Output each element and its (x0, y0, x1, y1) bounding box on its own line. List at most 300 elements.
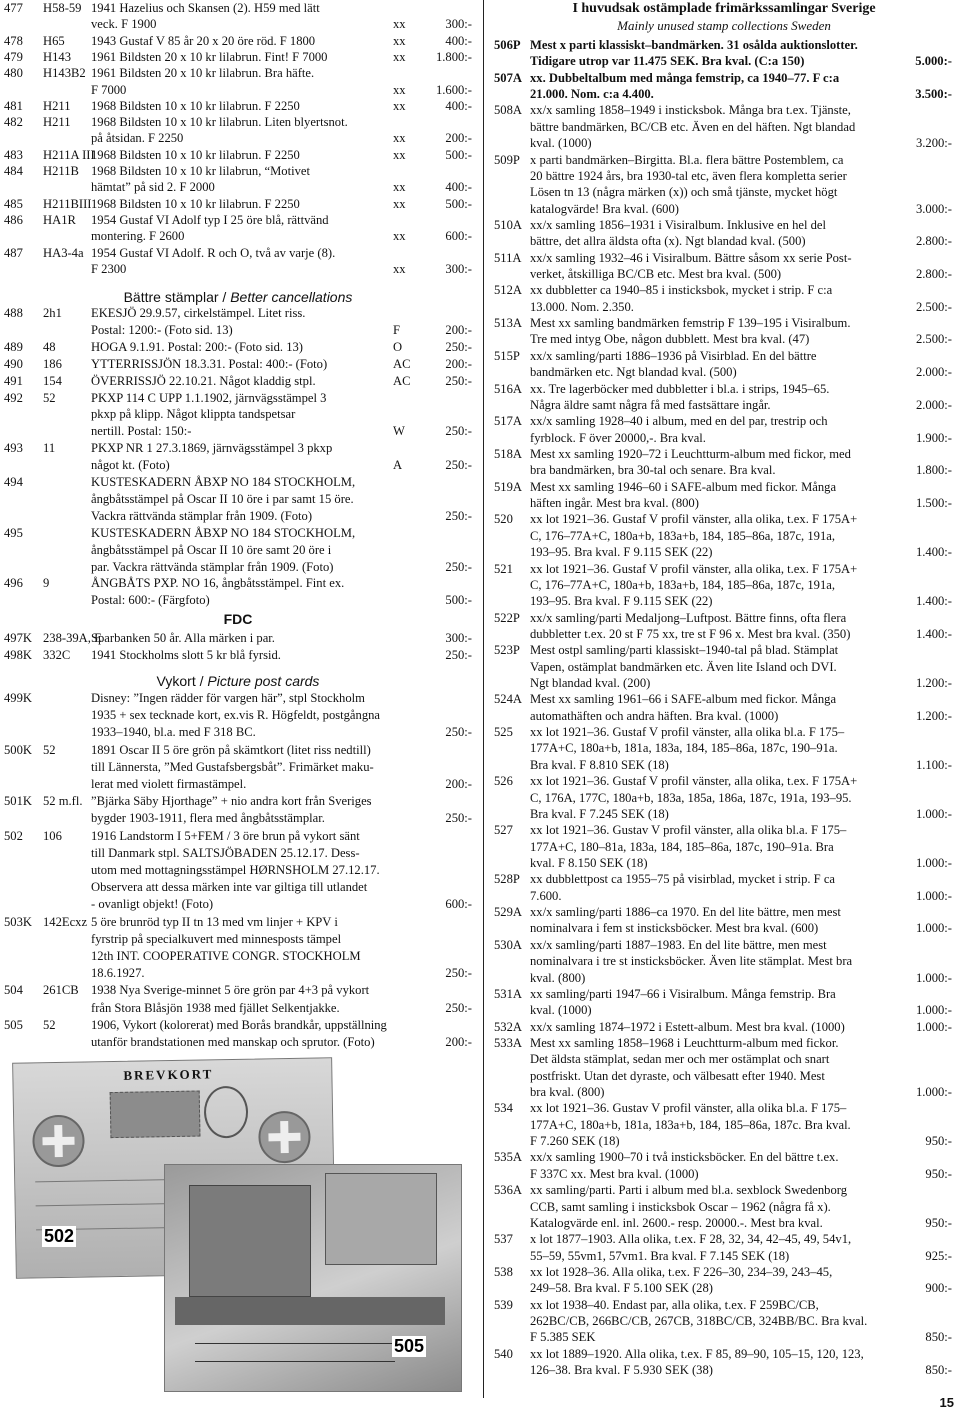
catalog-number: 332C (43, 648, 71, 662)
catalog-number: HA1R (43, 212, 76, 227)
lot-description: xx/x samling 1874–1972 i Estett-album. Mest bra kval. (1000) (530, 1019, 845, 1034)
condition-code: F (393, 322, 401, 337)
condition-code: O (393, 339, 403, 354)
lot-price: 850:- (925, 1363, 952, 1378)
lot-description: kval. (800) (530, 970, 586, 985)
catalog-number: 52 (43, 742, 56, 757)
catalog-number: 238-39A, E (43, 631, 102, 645)
lot-description: 1938 Nya Sverige-minnet 5 öre grön par 4+3 på vykort (91, 983, 370, 998)
condition-code: AC (393, 373, 411, 388)
lot-number: 496 (4, 576, 23, 591)
lot-description: 1941 Hazelius och Skansen (2). H59 med lätt (91, 1, 320, 15)
lot-description: F 337C xx. Mest bra kval. (1000) (530, 1166, 699, 1181)
lot-description: hämtat” på sid 2. F 2000 (91, 180, 215, 195)
lot-number: 538 (494, 1265, 513, 1279)
lot-number: 533A (494, 1035, 522, 1050)
lot-number: 532A (494, 1019, 522, 1034)
lot-description: F 7.260 SEK (18) (530, 1134, 620, 1149)
lot-number: 510A (494, 217, 522, 232)
lot-description: 55–59, 55vm1, 57vm1. Bra kval. F 7.145 SEK (18) (530, 1248, 790, 1263)
postcard-photos (14, 1052, 462, 1394)
lot-number: 479 (4, 49, 23, 64)
lot-description: 21.000. Nom. c:a 4.400. (530, 87, 654, 102)
lot-description: x parti bandmärken–Birgitta. Bl.a. flera bättre Postemblem, ca (530, 152, 844, 167)
stamp-strip-icon (110, 1091, 201, 1139)
lot-description: Ngt blandad kval. (200) (530, 676, 651, 691)
lot-description: till Lännersta, ”Med Gustafsbergsbåt”. Frimärket maku- (91, 759, 374, 774)
catalog-number: 2h1 (43, 306, 62, 320)
condition-code: xx (393, 49, 406, 64)
lot-price: 400:- (445, 33, 472, 48)
lot-description: Katalogvärde enl. inl. 2600.- resp. 20000.-. Mest bra kval. (530, 1215, 823, 1230)
lot-number: 513A (494, 316, 522, 331)
lot-description: xx/x samling/parti 1887–1983. En del lite bättre, men mest (530, 937, 827, 952)
lot-description: nertill. Postal: 150:- (91, 424, 192, 439)
lot-description: dubbletter t.ex. 20 st F 75 xx, tre st F 96 x. Mest bra kval. (350) (530, 626, 851, 641)
condition-code: W (393, 424, 405, 439)
lot-description: ÖVERRISSJÖ 22.10.21. Något kladdig stpl. (91, 373, 316, 388)
fire-brigade-crew-icon (175, 1297, 445, 1325)
lot-description: xx lot 1921–36. Gustaf V profil vänster, alla olika, t.ex. F 175A+ (530, 774, 858, 789)
lot-price: 200:- (445, 322, 472, 337)
lot-number: 518A (494, 447, 522, 461)
catalog-number: 9 (43, 576, 50, 591)
lot-description: kval. (1000) (530, 136, 592, 151)
condition-code: xx (393, 131, 406, 146)
section-subtitle-collections: Mainly unused stamp collections Sweden (617, 18, 831, 33)
condition-code: xx (393, 229, 406, 244)
lot-number: 481 (4, 98, 23, 113)
lot-description: Några äldre samt några få med fastsättare ingår. (530, 397, 771, 412)
lot-description: fyrblock. F över 20000,-. Bra kval. (530, 430, 706, 445)
lot-number: 509P (494, 152, 520, 167)
lot-description: xx lot 1921–36. Gustav V profil vänster, alla olika bl.a. F 175– (530, 1101, 847, 1116)
fire-station-building-icon (189, 1185, 311, 1297)
lot-number: 480 (4, 66, 23, 81)
lot-description: 193–95. Bra kval. F 9.115 SEK (22) (530, 545, 713, 560)
lot-description: C, 176–77A+C, 180a+b, 183a+b, 184, 185–86a, 187c, 191a, (530, 528, 835, 543)
lot-number: 478 (4, 33, 23, 48)
lot-number: 504 (4, 983, 23, 998)
lot-price: 1.000:- (915, 856, 952, 870)
lot-description: 1935 + sex tecknade kort, ex.vis R. Högfeldt, postgångna (91, 708, 381, 723)
lot-number: 494 (4, 475, 23, 489)
lot-price: 900:- (925, 1281, 952, 1296)
lot-description: bygder 1903-1911, flera med ångbåtsstämplar. (91, 811, 325, 826)
lot-price: 250:- (445, 458, 472, 473)
lot-price: 200:- (445, 356, 472, 371)
lot-description: EKESJÖ 29.9.57, cirkelstämpel. Litet riss. (91, 306, 306, 320)
lot-number: 499K (4, 691, 32, 705)
lot-price: 400:- (445, 98, 472, 113)
lot-number: 507A (494, 70, 522, 85)
lot-price: 250:- (445, 508, 472, 523)
condition-code: xx (393, 180, 406, 195)
lot-number: 492 (4, 390, 23, 405)
lot-description: 1891 Oscar II 5 öre grön på skämtkort (litet riss nedtill) (91, 742, 371, 757)
lot-price: 300:- (445, 17, 472, 32)
lot-description: xx lot 1921–36. Gustav V profil vänster, alla olika bl.a. F 175– (530, 823, 847, 838)
lot-description: xx dubbletter ca 1940–85 i insticksbok, mycket i strip. F c:a (530, 283, 833, 298)
lot-description: fyrstrip på specialkuvert med minnesposts tämpel (91, 931, 342, 946)
lot-number: 506P (494, 38, 521, 52)
lot-price: 1.000:- (915, 1019, 952, 1034)
lot-description: Tre med intyg Obe, någon dubblett. Mest bra kval. (47) (530, 332, 810, 347)
catalog-number: 11 (43, 441, 56, 456)
lot-price: 250:- (445, 648, 472, 662)
lot-description: Mest xx samling 1961–66 i SAFE-album med fickor. Många (530, 692, 837, 707)
lot-description: 12th INT. COOPERATIVE CONGR. STOCKHOLM (91, 949, 361, 963)
lot-description: xx/x samling 1932–46 i Visiralbum. Bättre såsom xx serie Post- (530, 250, 852, 265)
catalog-number: H58-59 (43, 1, 82, 15)
lot-number: 490 (4, 356, 23, 371)
lot-description: 193–95. Bra kval. F 9.115 SEK (22) (530, 594, 713, 609)
catalog-number: H211BIII (43, 196, 92, 211)
lot-description: 1954 Gustaf VI Adolf. R och O, två av varje (8). (91, 245, 336, 260)
lot-description: YTTERRISSJÖN 18.3.31. Postal: 400:- (Foto) (91, 356, 328, 371)
lot-number: 500K (4, 742, 32, 757)
lot-price: 1.100:- (915, 757, 952, 772)
lot-description: kval. F 8.150 SEK (18) (530, 856, 648, 870)
lot-description: 1968 Bildsten 10 x 10 kr lilabrun. F 2250 (91, 147, 300, 162)
lot-number: 482 (4, 115, 23, 130)
condition-code: xx (393, 98, 406, 113)
lot-description: 1968 Bildsten 10 x 10 kr lilabrun, “Motivet (91, 164, 310, 178)
lot-number: 508A (494, 103, 522, 118)
lot-description: xx. Tre lagerböcker med dubbletter i bl.a. i strips, 1945–65. (530, 381, 830, 396)
catalog-number: HA3-4a (43, 245, 84, 260)
lot-description: xx samling/parti 1947–66 i Visiralbum. Många femstrip. Bra (530, 986, 836, 1001)
lot-price: 400:- (445, 180, 472, 195)
lot-description: till Danmark stpl. SALTSJÖBADEN 25.12.17. Dess- (91, 845, 360, 860)
lot-price: 500:- (445, 593, 472, 608)
lot-description: Mest ostpl samling/parti klassiskt–1940-tal på blad. Stämplat (530, 643, 839, 658)
lot-number: 535A (494, 1150, 522, 1165)
lot-number: 540 (494, 1346, 513, 1361)
catalog-number: H143 (43, 49, 71, 64)
lot-number: 484 (4, 164, 23, 178)
lot-description: 177A+C, 180a+b, 181a, 183a+b, 184, 185–86a, 187c. Bra kval. (530, 1117, 851, 1132)
postcard-title: BREVKORT (123, 1066, 214, 1083)
lot-price: 2.800:- (915, 234, 952, 249)
lot-number: 531A (494, 986, 522, 1001)
lot-description: 18.6.1927. (91, 966, 145, 981)
lot-description: ÅNGBÅTS PXP. NO 16, ångbåtsstämpel. Fint ex. (91, 576, 345, 591)
lot-description: KUSTESKADERN ÅBXP NO 184 STOCKHOLM, (91, 525, 356, 540)
condition-code: AC (393, 356, 411, 371)
lot-number: 527 (494, 823, 513, 838)
lot-price: 2.500:- (915, 332, 952, 347)
lot-price: 1.200:- (915, 676, 952, 691)
condition-code: xx (393, 196, 406, 211)
photo-label-502: 502 (44, 1226, 75, 1246)
lot-number: 502 (4, 828, 23, 843)
lot-description: xx lot 1928–36. Alla olika, t.ex. F 226–30, 234–39, 243–45, (530, 1265, 833, 1279)
lot-description: xx/x samling 1858–1949 i insticksbok. Många bra t.ex. Tjänste, (530, 103, 851, 118)
lot-description: bra kval. (800) (530, 1085, 605, 1100)
lot-number: 523P (494, 643, 520, 658)
lot-number: 528P (494, 872, 520, 887)
lot-price: 3.500:- (915, 87, 952, 102)
lot-number: 520 (494, 512, 513, 527)
lot-description: ångbåtsstämpel på Oscar II 10 öre samt 20 öre i (91, 542, 332, 557)
lot-price: 1.000:- (915, 1085, 952, 1100)
lot-description: ”Bjärka Säby Hjorthage” + nio andra kort från Sveriges (91, 794, 372, 809)
lot-description: 1968 Bildsten 10 x 10 kr lilabrun. Liten blyertsnot. (91, 115, 348, 130)
lot-price: 925:- (925, 1248, 952, 1263)
catalog-number: 154 (43, 373, 62, 388)
lot-number: 530A (494, 937, 522, 952)
lot-price: 1.800:- (435, 49, 472, 64)
lot-number: 515P (494, 348, 520, 363)
lot-number: 519A (494, 479, 522, 494)
lot-description: 1906, Vykort (kolorerat) med Borås brandkår, uppställning (91, 1017, 387, 1032)
lot-description: 1933–1940, bl.a. med F 318 BC. (91, 725, 256, 740)
lot-description: Mest xx samling 1920–72 i Leuchtturm-album med fickor, med (530, 447, 851, 461)
lot-description: Bra kval. F 8.810 SEK (18) (530, 757, 669, 772)
lot-price: 500:- (445, 147, 472, 162)
lot-description: xx lot 1938–40. Endast par, alla olika, t.ex. F 259BC/CB, (530, 1297, 819, 1312)
lot-number: 497K (4, 631, 32, 645)
lot-number: 489 (4, 339, 23, 354)
lot-description: Postal: 600:- (Färgfoto) (91, 593, 210, 608)
lot-price: 250:- (445, 559, 472, 574)
lot-number: 536A (494, 1183, 522, 1198)
lot-description: F 5.385 SEK (530, 1330, 596, 1345)
lot-description: par. Vackra rättvända stämplar från 1909. (Foto) (91, 559, 334, 574)
lot-description: postfriskt. Utan det dyraste, och välbesatt efter 1940. Mest (530, 1068, 825, 1083)
lot-description: Observera att dessa märken inte var giltiga till utlandet (91, 880, 368, 895)
lot-description: PKXP NR 1 27.3.1869, järnvägsstämpel 3 pkxp (91, 441, 333, 456)
lot-description: xx lot 1921–36. Gustaf V profil vänster, alla olika, t.ex. F 175A+ (530, 512, 858, 527)
lot-price: 250:- (445, 373, 472, 388)
condition-code: xx (393, 147, 406, 162)
lot-price: 250:- (445, 811, 472, 826)
lot-number: 486 (4, 212, 23, 227)
lot-description: xx/x samling 1900–70 i två insticksböcker. En del bättre t.ex. (530, 1150, 839, 1165)
lot-description: 177A+C, 180a+b, 181a, 183a, 184, 185–86a, 187c, 190–91a. (530, 741, 838, 756)
lot-description: utom med mottagningsstämpel HØRNSHOLM 27.12.17. (91, 863, 380, 877)
lot-description: 7.600. (530, 888, 562, 903)
lot-description: Vackra rättvända stämplar från 1909. (Foto) (91, 508, 313, 523)
lot-price: 1.000:- (915, 970, 952, 985)
cross-emblem-icon (32, 1115, 85, 1168)
lot-number: 517A (494, 414, 522, 429)
lot-number: 512A (494, 283, 522, 298)
lot-number: 493 (4, 441, 23, 456)
lot-description: xx. Dubbeltalbum med många femstrip, ca 1940–77. F c:a (530, 70, 840, 85)
catalog-number: H65 (43, 33, 65, 48)
lot-description: Mest x parti klassiskt–bandmärken. 31 osålda auktionslotter. (530, 38, 858, 52)
lot-description: 1968 Bildsten 10 x 10 kr lilabrun. F 2250 (91, 98, 300, 113)
lot-price: 850:- (925, 1330, 952, 1345)
lot-price: 300:- (445, 631, 472, 645)
catalog-number: H211A III (43, 147, 95, 162)
lot-number: 495 (4, 525, 23, 540)
lot-price: 3.000:- (915, 201, 952, 216)
lot-price: 1.000:- (915, 806, 952, 821)
lot-description: Mest xx samling 1946–60 i SAFE-album med fickor. Många (530, 479, 837, 494)
lot-number: 539 (494, 1297, 513, 1312)
lot-description: F 7000 (91, 82, 127, 97)
catalog-number: 106 (43, 828, 62, 843)
lot-price: 250:- (445, 725, 472, 740)
catalog-number: 142Ecxz (43, 914, 88, 929)
lot-description: ångbåtsstämpel på Oscar II 10 öre i par samt 15 öre. (91, 491, 354, 506)
lot-number: 516A (494, 381, 522, 396)
lot-description: häften ingår. Mest bra kval. (800) (530, 496, 699, 511)
lot-description: Tidigare utrop var 11.475 SEK. Bra kval. (C:a 150) (530, 54, 805, 69)
catalog-number: H143B2 (43, 66, 86, 81)
lot-description: Sparbanken 50 år. Alla märken i par. (91, 631, 275, 645)
lot-description: Mest xx samling 1858–1968 i Leuchtturm-album med fickor. (530, 1035, 839, 1050)
lot-number: 491 (4, 373, 23, 388)
lot-number: 487 (4, 245, 23, 260)
lot-description: 1954 Gustaf VI Adolf typ I 25 öre blå, rättvänd (91, 212, 329, 227)
catalog-number: 52 m.fl. (43, 794, 83, 809)
lot-price: 950:- (925, 1166, 952, 1181)
lot-description: 1961 Bildsten 20 x 10 kr lilabrun. Bra häfte. (91, 66, 315, 81)
lot-description: xx lot 1889–1920. Alla olika, t.ex. F 85, 89–90, 105–15, 120, 123, (530, 1346, 864, 1361)
lot-description: 1943 Gustaf V 85 år 20 x 20 öre röd. F 1800 (91, 33, 316, 48)
lot-description: på åtsidan. F 2250 (91, 131, 184, 146)
lot-price: 200:- (445, 777, 472, 791)
lot-price: 500:- (445, 196, 472, 211)
lot-description: 249–58. Bra kval. F 5.100 SEK (28) (530, 1281, 713, 1296)
lot-description: bandmärken etc. Ngt blandad kval. (500) (530, 365, 737, 380)
lot-description: lerat med violett firmastämpel. (91, 777, 247, 791)
lot-price: 250:- (445, 1000, 472, 1015)
lot-description: xx samling/parti. Parti i album med bl.a. sexblock Swedenborg (530, 1183, 848, 1198)
catalog-number: 48 (43, 339, 56, 354)
lot-description: pkxp på klipp. Något klippta tandspetsar (91, 407, 296, 422)
lot-number: 498K (4, 648, 32, 662)
lot-number: 483 (4, 147, 23, 162)
lot-number: 511A (494, 250, 522, 265)
lot-price: 1.600:- (435, 82, 472, 97)
lot-description: något kt. (Foto) (91, 458, 170, 473)
lot-description: x lot 1877–1903. Alla olika, t.ex. F 28, 32, 34, 42–45, 49, 54v1, (530, 1232, 852, 1247)
lot-number: 537 (494, 1232, 513, 1247)
lot-number: 521 (494, 561, 513, 576)
lot-description: xx/x samling/parti 1886–1936 på Visirblad. En del bättre (530, 348, 817, 363)
lot-description: katalogvärde! Bra kval. (600) (530, 201, 679, 216)
lot-price: 2.500:- (915, 299, 952, 314)
lot-description: 5 öre brunröd typ II tn 13 med vm linjer + KPV i (91, 914, 338, 929)
lot-price: 1.000:- (915, 921, 952, 936)
lot-number: 524A (494, 692, 522, 707)
lot-description: 20 bättre 1924 års, bra 1930-tal etc, även flera kompletta serier (530, 168, 847, 183)
section-title-collections: I huvudsak ostämplade frimärkssamlingar Sverige (572, 1, 876, 16)
lot-description: kval. (1000) (530, 1003, 592, 1018)
condition-code: xx (393, 33, 406, 48)
lot-description: 1916 Landstorm I 5+FEM / 3 öre brun på vykort sänt (91, 828, 360, 843)
lot-price: 1.500:- (915, 496, 952, 511)
lot-description: 1961 Bildsten 20 x 10 kr lilabrun. Fint! F 7000 (91, 49, 328, 64)
lot-price: 2.000:- (915, 365, 952, 380)
lot-description: 13.000. Nom. 2.350. (530, 299, 634, 314)
lot-number: 526 (494, 774, 513, 789)
lot-description: Bra kval. F 7.245 SEK (18) (530, 806, 669, 821)
lot-description: Postal: 1200:- (Foto sid. 13) (91, 322, 233, 337)
condition-code: A (393, 458, 403, 473)
lot-description: 177A+C, 180–81a, 183a, 184, 185–86a, 187c, 190–91a. Bra (530, 839, 834, 854)
catalog-number: 52 (43, 390, 56, 405)
lot-description: veck. F 1900 (91, 17, 157, 32)
lot-description: CCB, samt samling i insticksbok Oscar – 1962 (några få x). (530, 1199, 831, 1214)
cross-emblem-icon (258, 1111, 311, 1164)
lot-description: PKXP 114 C UPP 1.1.1902, järnvägsstämpel 3 (91, 390, 327, 405)
catalog-number: 52 (43, 1017, 56, 1032)
lot-number: 503K (4, 914, 32, 929)
lot-price: 1.800:- (915, 463, 952, 478)
lot-description: Disney: ”Ingen rädder för vargen här”, stpl Stockholm (91, 691, 365, 705)
lot-description: 262BC/CB, 266BC/CB, 267CB, 318BC/CB, 324BB/BC. Bra kval. (530, 1314, 868, 1329)
lot-description: bättre bandmärken, BC/CB etc. Även en del häften. Ngt blandad (530, 119, 856, 134)
lot-description: KUSTESKADERN ÅBXP NO 184 STOCKHOLM, (91, 475, 356, 489)
section-title-cancellations: Bättre stämplar / Better cancellations (123, 289, 353, 305)
catalog-number: 186 (43, 356, 62, 371)
lot-number: 501K (4, 794, 32, 809)
section-title-postcards: Vykort / Picture post cards (156, 673, 320, 689)
building-icon (325, 1173, 437, 1265)
lot-number: 485 (4, 196, 23, 211)
lot-description: xx/x samling/parti Medaljong–Luftpost. Bättre finns, ofta flera (530, 610, 847, 625)
condition-code: xx (393, 17, 406, 32)
lot-description: montering. F 2600 (91, 229, 185, 244)
lot-description: xx/x samling 1928–40 i album, med en del par, trestrip och (530, 414, 828, 429)
lot-description: Vapen, ostämplat bandmärken etc. Även lite Island och DVI. (530, 659, 837, 674)
lot-price: 1.000:- (915, 1003, 952, 1018)
lot-description: xx lot 1921–36. Gustaf V profil vänster, alla olika bl.a. F 175– (530, 725, 845, 740)
lot-number: 534 (494, 1101, 513, 1116)
catalog-number: 261CB (43, 983, 79, 998)
condition-code: xx (393, 82, 406, 97)
lot-description: Mest xx samling bandmärken femstrip F 139–195 i Visiralbum. (530, 316, 851, 331)
lot-price: 1.000:- (915, 888, 952, 903)
lot-description: utanför brandstationen med manskap och sprutor. (Foto) (91, 1035, 375, 1049)
catalog-number: H211 (43, 98, 71, 113)
lot-price: 600:- (445, 229, 472, 244)
lot-description: automathäften och andra häften. Bra kval. (1000) (530, 708, 779, 723)
lot-description: 126–38. Bra kval. F 5.930 SEK (38) (530, 1363, 713, 1378)
lot-price: 250:- (445, 966, 472, 981)
lot-description: från Stora Blåsjön 1938 med fjället Selkentjakke. (91, 1000, 340, 1015)
lot-price: 950:- (925, 1134, 952, 1149)
lot-description: bra bandmärken, bra 30-tal och senare. Bra kval. (530, 463, 776, 478)
lot-description: Lösen tn 13 (några märken (x)) och små tjänste, mycket högt (530, 185, 838, 200)
section-title-fdc: FDC (223, 611, 253, 627)
lot-description: xx dubblettpost ca 1955–75 på visirblad, mycket i strip. F ca (530, 872, 835, 887)
lot-description: F 2300 (91, 261, 127, 276)
lot-number: 505 (4, 1017, 23, 1032)
lot-description: xx/x samling 1856–1931 i Visiralbum. Inklusive en hel del (530, 217, 826, 232)
lot-price: 300:- (445, 261, 472, 276)
lot-price: 1.200:- (915, 708, 952, 723)
postcard-photo-505 (164, 1164, 462, 1392)
lot-price: 1.400:- (915, 545, 952, 560)
lot-description: - ovanligt objekt! (Foto) (91, 897, 214, 912)
postmark-icon (204, 1086, 249, 1139)
lot-description: bättre, det allra äldsta ofta (x). Ngt blandad kval. (500) (530, 234, 806, 249)
lot-price: 2.800:- (915, 267, 952, 282)
column-divider (483, 0, 484, 1398)
page-number: 15 (939, 1395, 954, 1410)
lot-price: 1.400:- (915, 626, 952, 641)
lot-description: C, 176A, 177C, 180a+b, 183a, 185a, 186a, 187c, 191a, 193–95. (530, 790, 852, 805)
lot-price: 2.000:- (915, 397, 952, 412)
lot-description: 1941 Stockholms slott 5 kr blå fyrsid. (91, 648, 281, 662)
